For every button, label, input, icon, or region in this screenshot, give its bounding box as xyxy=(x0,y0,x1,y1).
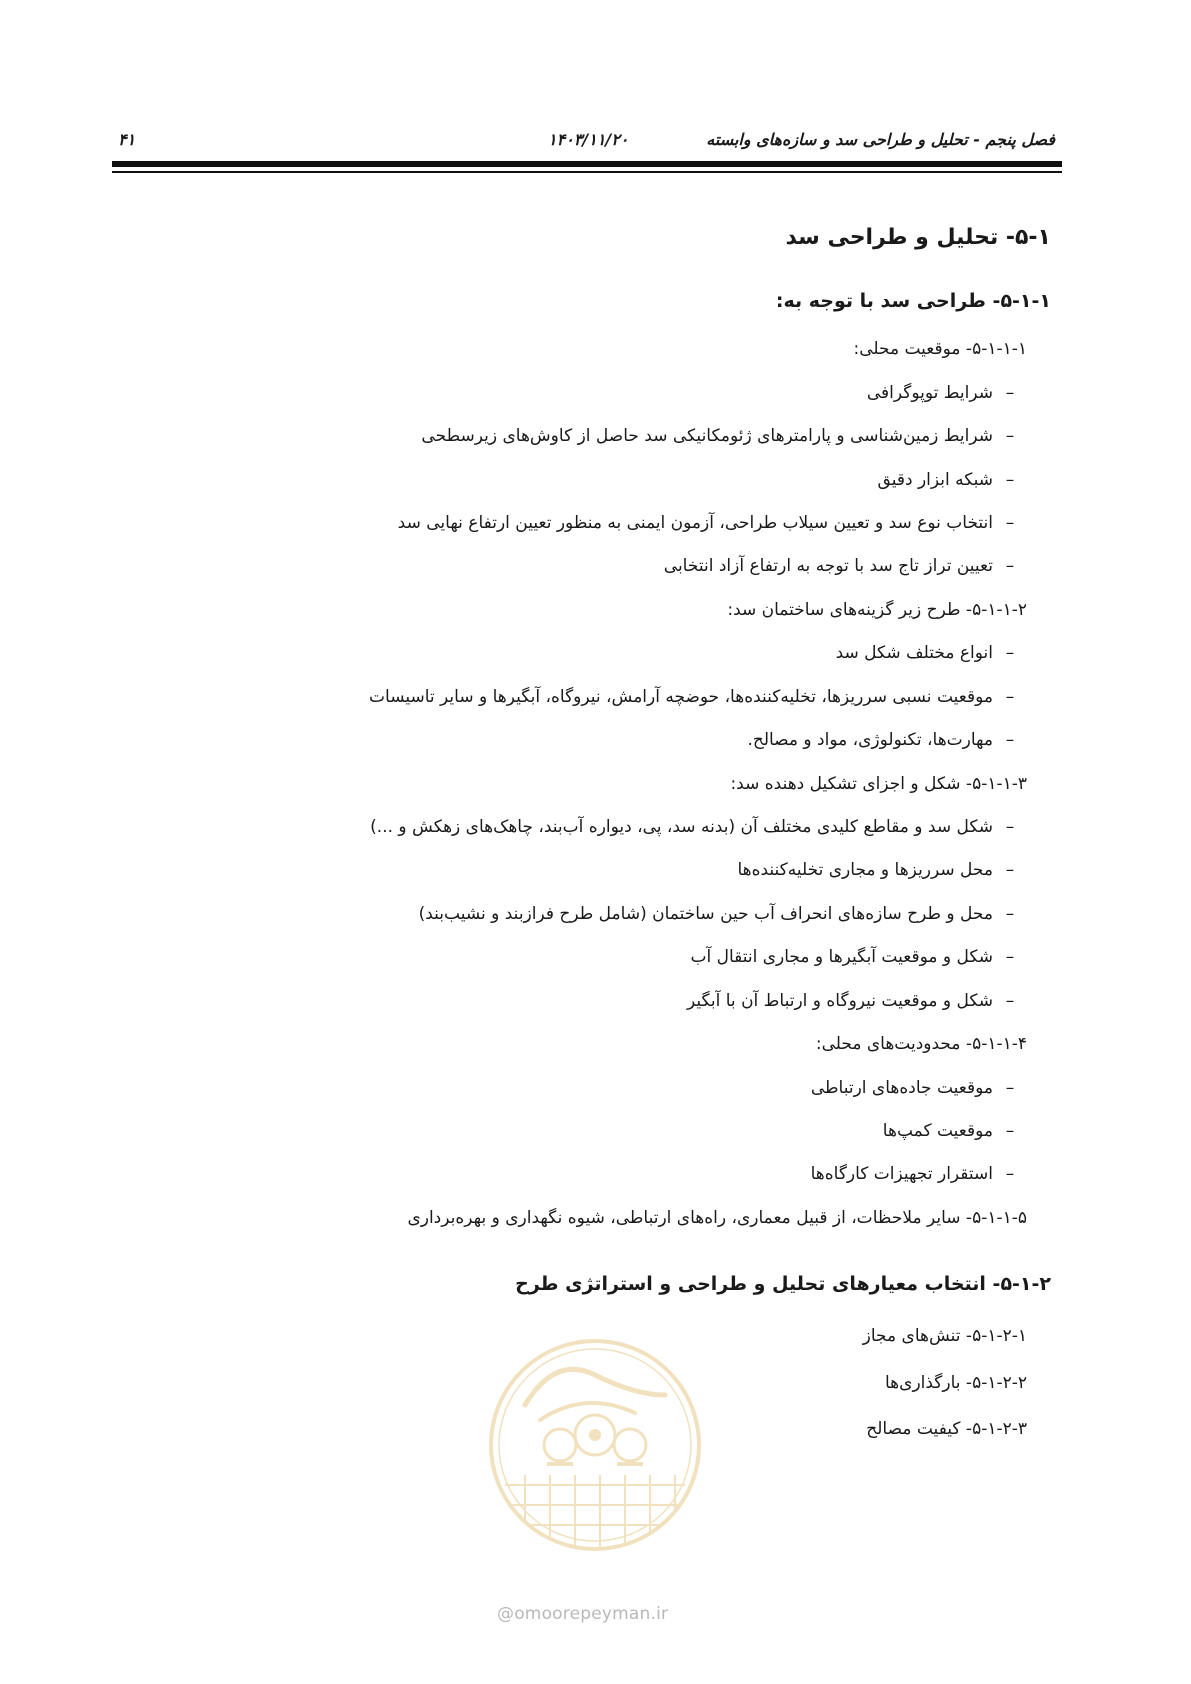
bullet-text: شبکه ابزار دقیق xyxy=(877,470,993,490)
watermark-url xyxy=(497,1604,668,1624)
bullet-text: تعیین تراز تاج سد با توجه به ارتفاع آزاد انتخابی xyxy=(663,556,993,576)
bullet-item xyxy=(687,990,1027,1012)
sub-subsection-heading: ۵-۱-۱-۱- موقعیت محلی: xyxy=(853,339,1027,359)
bullet-text: شرایط توپوگرافی xyxy=(866,383,993,403)
bullet-text: انتخاب نوع سد و تعیین سیلاب طراحی، آزمون ایمنی به منظور تعیین ارتفاع نهایی سد xyxy=(397,513,993,533)
sub-subsection-heading: ۵-۱-۱-۵- سایر ملاحظات، از قبیل معماری، راه‌های ارتباطی، شیوه نگهداری و بهره‌برداری xyxy=(407,1208,1027,1228)
header-rule-thin xyxy=(112,171,1062,173)
bullet-item xyxy=(398,512,1027,534)
bullet-item xyxy=(369,686,1027,708)
bullet-dash: – xyxy=(1005,860,1015,880)
bullet-text: استقرار تجهیزات کارگاه‌ها xyxy=(810,1164,993,1184)
running-header-chapter-title: فصل پنجم - تحلیل و طراحی سد و سازه‌های وابسته xyxy=(706,130,1055,149)
bullet-dash: – xyxy=(1005,817,1015,837)
bullet-dash: – xyxy=(1005,991,1015,1011)
bullet-item xyxy=(867,382,1027,404)
bullet-item xyxy=(664,555,1027,577)
bullet-text: شکل سد و مقاطع کلیدی مختلف آن (بدنه سد، پی، دیواره آب‌بند، چاهک‌های زهکش و ...) xyxy=(370,817,993,837)
bullet-text: موقعیت جاده‌های ارتباطی xyxy=(810,1078,993,1098)
bullet-item xyxy=(883,1120,1027,1142)
bullet-item xyxy=(421,425,1027,447)
bullet-text: شکل و موقعیت نیروگاه و ارتباط آن با آبگیر xyxy=(687,991,993,1011)
bullet-dash: – xyxy=(1005,513,1015,533)
sub-subsection-heading: ۵-۱-۱-۴- محدودیت‌های محلی: xyxy=(815,1034,1027,1054)
subsection-title: ۵-۱-۲- انتخاب معیارهای تحلیل و طراحی و استراتژی طرح xyxy=(515,1273,1051,1295)
at-icon: @ xyxy=(497,1604,515,1624)
bullet-text: محل سرریزها و مجاری تخلیه‌کننده‌ها xyxy=(737,860,993,880)
watermark-seal-logo xyxy=(485,1335,705,1555)
bullet-dash: – xyxy=(1005,1164,1015,1184)
bullet-item xyxy=(836,642,1027,664)
sub-subsection-heading: ۵-۱-۱-۲- طرح زیر گزینه‌های ساختمان سد: xyxy=(727,600,1027,620)
sub-subsection-heading: ۵-۱-۲-۲- بارگذاری‌ها xyxy=(885,1373,1027,1393)
bullet-item xyxy=(737,859,1027,881)
bullet-item xyxy=(811,1077,1027,1099)
sub-subsection-heading: ۵-۱-۱-۳- شکل و اجزای تشکیل دهنده سد: xyxy=(730,774,1027,794)
bullet-text: شکل و موقعیت آبگیرها و مجاری انتقال آب xyxy=(690,947,993,967)
bullet-item xyxy=(811,1163,1027,1185)
bullet-text: محل و طرح سازه‌های انحراف آب حین ساختمان (شامل طرح فرازبند و نشیب‌بند) xyxy=(418,904,993,924)
bullet-dash: – xyxy=(1005,947,1015,967)
bullet-item xyxy=(747,729,1027,751)
bullet-item xyxy=(370,816,1027,838)
bullet-dash: – xyxy=(1005,904,1015,924)
bullet-dash: – xyxy=(1005,556,1015,576)
bullet-text: موقعیت نسبی سرریزها، تخلیه‌کننده‌ها، حوضچه آرامش، نیروگاه، آبگیرها و سایر تاسیسات xyxy=(369,687,993,707)
bullet-item xyxy=(690,946,1027,968)
bullet-dash: – xyxy=(1005,426,1015,446)
bullet-text: شرایط زمین‌شناسی و پارامترهای ژئومکانیکی سد حاصل از کاوش‌های زیرسطحی xyxy=(421,426,993,446)
bullet-dash: – xyxy=(1005,470,1015,490)
bullet-dash: – xyxy=(1005,1078,1015,1098)
bullet-text: مهارت‌ها، تکنولوژی، مواد و مصالح. xyxy=(747,730,993,750)
bullet-item xyxy=(419,903,1027,925)
bullet-dash: – xyxy=(1005,730,1015,750)
sub-subsection-heading: ۵-۱-۲-۳- کیفیت مصالح xyxy=(866,1419,1027,1439)
bullet-dash: – xyxy=(1005,643,1015,663)
sub-subsection-heading: ۵-۱-۲-۱- تنش‌های مجاز xyxy=(862,1326,1027,1346)
watermark-url-text: omoorepeyman.ir xyxy=(514,1604,669,1624)
bullet-dash: – xyxy=(1005,383,1015,403)
header-rule-thick xyxy=(112,161,1062,167)
bullet-text: موقعیت کمپ‌ها xyxy=(882,1121,993,1141)
subsection-title: ۵-۱-۱- طراحی سد با توجه به: xyxy=(775,290,1051,312)
bullet-dash: – xyxy=(1005,1121,1015,1141)
page-number: ۴۱ xyxy=(118,130,136,149)
bullet-item xyxy=(878,469,1027,491)
section-title: ۵-۱- تحلیل و طراحی سد xyxy=(785,225,1051,250)
running-header-date: ۱۴۰۳/۱۱/۲۰ xyxy=(548,130,629,149)
bullet-dash: – xyxy=(1005,687,1015,707)
bullet-text: انواع مختلف شکل سد xyxy=(835,643,993,663)
